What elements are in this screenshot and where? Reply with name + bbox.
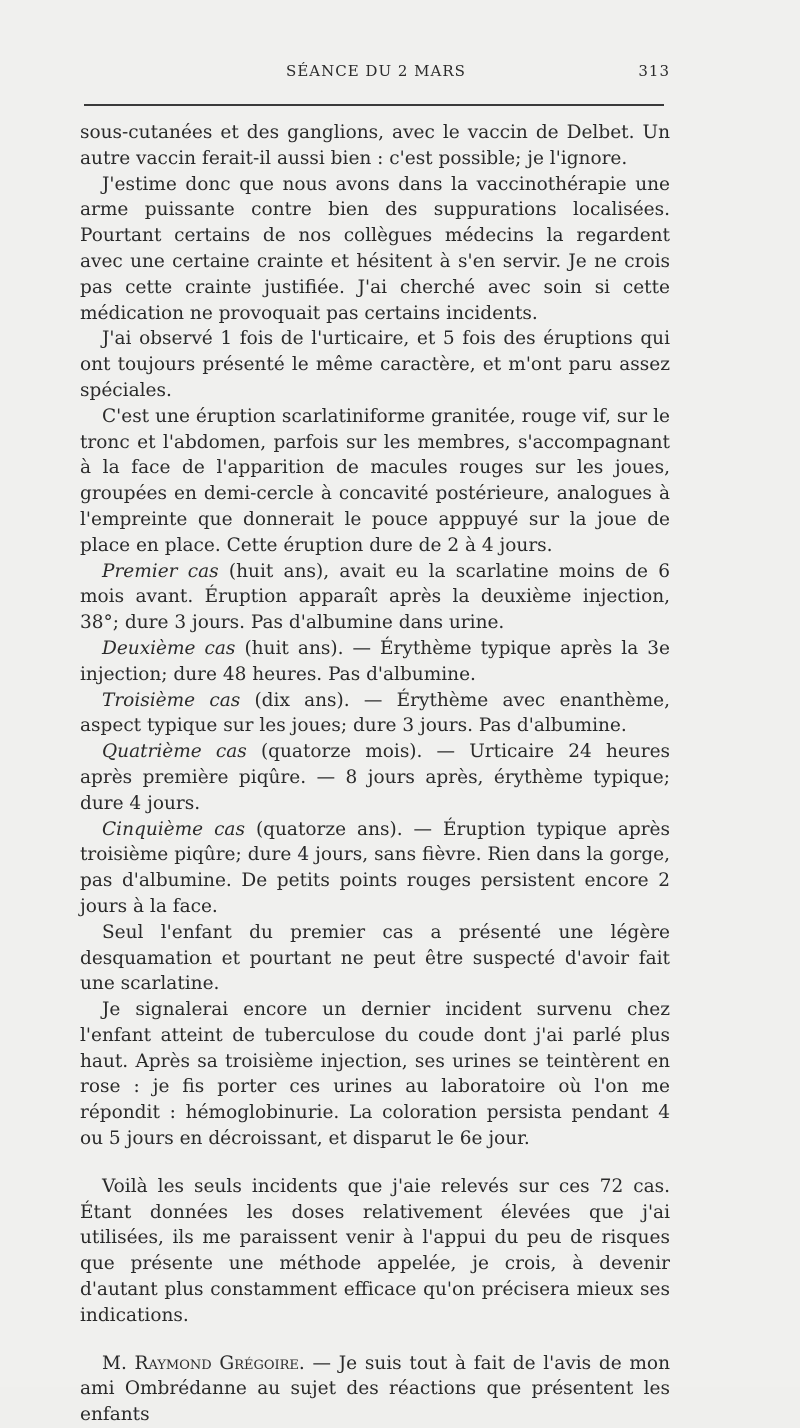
case-text: (dix ans). — Érythème avec enanthème, aspect typique sur les joues; dure 3 jours. Pas d'albumine.	[80, 689, 670, 737]
paragraph: C'est une éruption scarlatiniforme granitée, rouge vif, sur le tronc et l'abdomen, parfois sur les membres, s'accompagnant à la face de l'apparition de macules rouges sur les joues, groupées en demi-cercle à concavité postérieure, analogues à l'empreinte que donnerait le pouce apppuyé sur la joue de place en place. Cette éruption dure de 2 à 4 jours.	[80, 405, 670, 556]
speaker-text: — Je suis tout à fait de l'avis de mon ami Ombrédanne au sujet des réactions que présentent les enfants	[80, 1352, 670, 1426]
speaker-paragraph	[80, 1351, 670, 1428]
case-text: (quatorze ans). — Éruption typique après troisième piqûre; dure 4 jours, sans fièvre. Rien dans la gorge, pas d'albumine. De petits points rouges persistent encore 2 jours à la face.	[80, 818, 670, 917]
case-paragraph	[80, 817, 670, 920]
speaker-name: M. Raymond Grégoire.	[102, 1352, 305, 1374]
running-head: SÉANCE DU 2 MARS	[286, 62, 466, 80]
paragraph: J'estime donc que nous avons dans la vaccinothérapie une arme puissante contre bien des suppurations localisées. Pourtant certains de nos collègues médecins la regardent avec une certaine crainte et hésitent à s'en servir. Je ne crois pas cette crainte justifiée. J'ai cherché avec soin si cette médication ne provoquait pas certains incidents.	[80, 173, 670, 324]
case-paragraph	[80, 636, 670, 688]
page-number: 313	[638, 62, 670, 80]
case-paragraph	[80, 688, 670, 740]
case-label: Cinquième cas	[102, 818, 245, 840]
case-text: (huit ans), avait eu la scarlatine moins de 6 mois avant. Éruption apparaît après la deuxième injection, 38°; dure 3 jours. Pas d'albumine dans urine.	[80, 560, 670, 634]
conclusion-paragraph: Voilà les seuls incidents que j'aie relevés sur ces 72 cas. Étant données les doses relativement élevées que j'ai utilisées, ils me paraissent venir à l'appui du peu de risques que présente une méthode appelée, je crois, à devenir d'autant plus constamment efficace qu'on précisera mieux ses indications.	[80, 1175, 670, 1326]
paragraph: Je signalerai encore un dernier incident survenu chez l'enfant atteint de tuberculose du coude dont j'ai parlé plus haut. Après sa troisième injection, ses urines se teintèrent en rose : je fis porter ces urines au laboratoire où l'on me répondit : hémoglobinurie. La coloration persista pendant 4 ou 5 jours en décroissant, et disparut le 6e jour.	[80, 999, 670, 1150]
case-label: Quatrième cas	[102, 741, 247, 763]
page-header	[82, 62, 670, 88]
case-paragraph	[80, 739, 670, 816]
header-rule	[84, 104, 664, 106]
paragraph: Seul l'enfant du premier cas a présenté une légère desquamation et pourtant ne peut être suspecté d'avoir fait une scarlatine.	[80, 921, 670, 995]
case-text: (quatorze mois). — Urticaire 24 heures après première piqûre. — 8 jours après, érythème typique; dure 4 jours.	[80, 741, 671, 814]
body-text	[80, 120, 670, 1428]
case-text: (huit ans). — Érythème typique après la 3e injection; dure 48 heures. Pas d'albumine.	[80, 637, 670, 685]
case-label: Troisième cas	[102, 689, 241, 711]
case-label: Deuxième cas	[102, 637, 236, 659]
case-paragraph	[80, 559, 670, 636]
paragraph: J'ai observé 1 fois de l'urticaire, et 5 fois des éruptions qui ont toujours présenté le même caractère, et m'ont paru assez spéciales.	[80, 328, 670, 401]
paragraph: sous-cutanées et des ganglions, avec le vaccin de Delbet. Un autre vaccin ferait-il aussi bien : c'est possible; je l'ignore.	[80, 122, 670, 169]
case-label: Premier cas	[102, 560, 219, 582]
